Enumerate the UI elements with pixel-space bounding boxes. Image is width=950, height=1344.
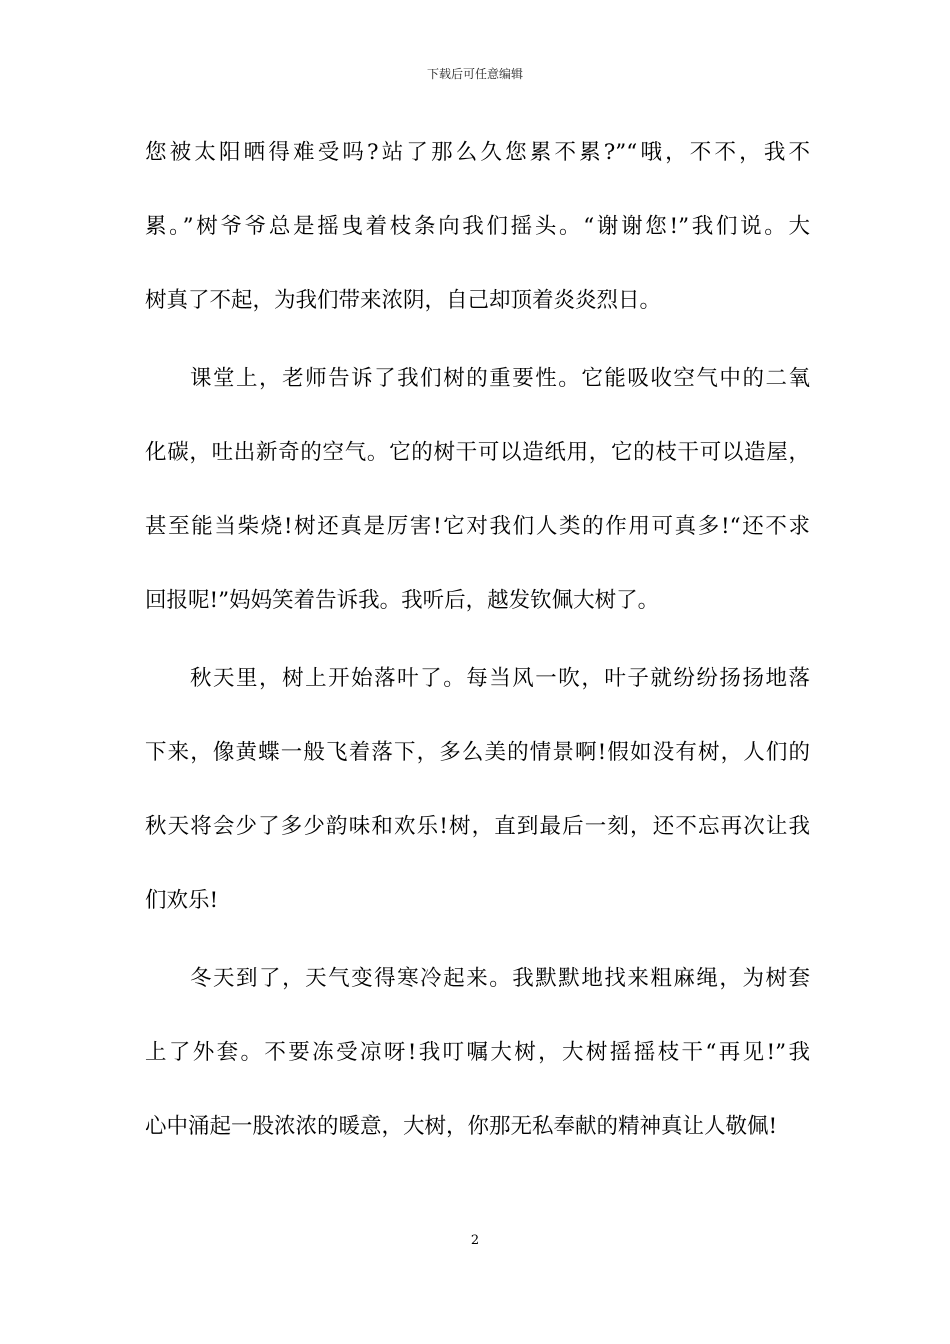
text-line: 上了外套。不要冻受凉呀!我叮嘱大树，大树摇摇枝干“再见!”我	[145, 1040, 810, 1065]
text-line: 您被太阳晒得难受吗?站了那么久您累不累?”“哦，不不，我不	[145, 140, 810, 165]
text-line: 下来，像黄蝶一般飞着落下，多么美的情景啊!假如没有树，人们的	[145, 740, 810, 765]
text-line: 回报呢!”妈妈笑着告诉我。我听后，越发钦佩大树了。	[145, 588, 660, 613]
text-line: 心中涌起一股浓浓的暖意，大树，你那无私奉献的精神真让人敬佩!	[145, 1114, 778, 1139]
body-text	[145, 126, 810, 1174]
page-number: 2	[470, 1233, 480, 1248]
text-line: 累。”树爷爷总是摇曳着枝条向我们摇头。“谢谢您!”我们说。大	[145, 214, 810, 239]
page-header: 下载后可任意编辑	[426, 67, 523, 81]
text-line: 树真了不起，为我们带来浓阴，自己却顶着炎炎烈日。	[145, 288, 662, 313]
text-line: 课堂上，老师告诉了我们树的重要性。它能吸收空气中的二氧	[190, 366, 810, 391]
paragraph	[145, 352, 810, 648]
text-line: 们欢乐!	[145, 888, 219, 913]
paragraph	[145, 126, 810, 348]
paragraph	[145, 652, 810, 948]
text-line: 冬天到了，天气变得寒冷起来。我默默地找来粗麻绳，为树套	[190, 966, 810, 991]
text-line: 甚至能当柴烧!树还真是厉害!它对我们人类的作用可真多!“还不求	[145, 514, 810, 539]
text-line: 化碳，吐出新奇的空气。它的树干可以造纸用，它的枝干可以造屋，	[145, 440, 810, 465]
paragraph	[145, 952, 810, 1174]
text-line: 秋天将会少了多少韵味和欢乐!树，直到最后一刻，还不忘再次让我	[145, 814, 810, 839]
text-line: 秋天里，树上开始落叶了。每当风一吹，叶子就纷纷扬扬地落	[190, 666, 810, 691]
